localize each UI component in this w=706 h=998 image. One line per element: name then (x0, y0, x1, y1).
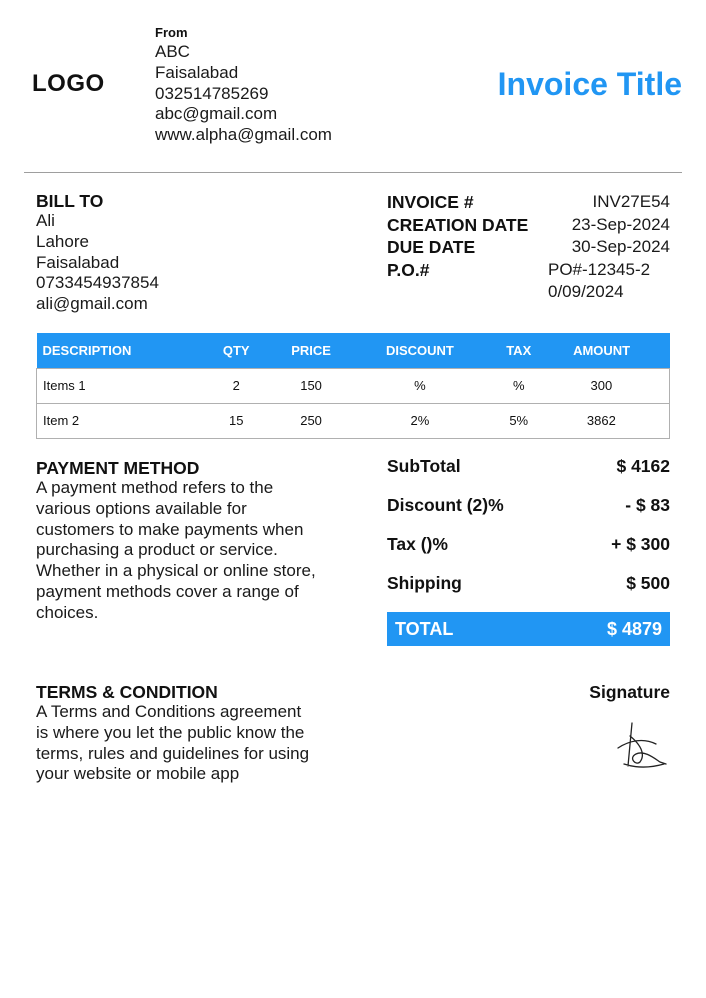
payment-line: choices. (36, 602, 99, 622)
cell-qty: 2 (186, 368, 286, 403)
payment-line: customers to make payments when (36, 519, 304, 539)
terms-line: is where you let the public know the (36, 722, 305, 742)
subtotal-row (387, 456, 670, 495)
from-email: abc@gmail.com (155, 104, 278, 124)
table-row (37, 403, 670, 438)
tax-label: Tax ()% (387, 534, 448, 554)
logo: LOGO (32, 70, 105, 97)
col-description: DESCRIPTION (37, 333, 187, 368)
cell-qty: 15 (186, 403, 286, 438)
from-website: www.alpha@gmail.com (155, 125, 332, 145)
payment-line: various options available for (36, 498, 247, 518)
cell-discount: % (336, 368, 504, 403)
cell-discount: 2% (336, 403, 504, 438)
po-value: PO#-12345-2 (548, 259, 651, 279)
cell-description: Item 2 (37, 403, 187, 438)
payment-line: payment methods cover a range of (36, 581, 299, 601)
payment-method-title: PAYMENT METHOD (36, 458, 200, 478)
invoice-number-label: INVOICE # (387, 192, 474, 212)
col-tax: TAX (504, 333, 534, 368)
cell-description: Items 1 (37, 368, 187, 403)
terms-line: terms, rules and guidelines for using (36, 743, 310, 763)
payment-line: purchasing a product or service. (36, 540, 278, 560)
bill-to-phone: 0733454937854 (36, 273, 159, 293)
signature-scribble (610, 718, 670, 774)
cell-amount: 3862 (534, 403, 670, 438)
terms-text (36, 702, 336, 785)
cell-price: 250 (286, 403, 336, 438)
col-qty: QTY (186, 333, 286, 368)
from-block (155, 25, 332, 146)
discount-value: - $ 83 (625, 495, 670, 515)
invoice-number-value: INV27E54 (592, 192, 670, 211)
invoice-info-labels (387, 191, 528, 281)
bill-to-name: Ali (36, 211, 55, 230)
payment-line: Whether in a physical or online store, (36, 561, 316, 581)
bill-to-title: BILL TO (36, 191, 104, 211)
bill-to-block (36, 191, 159, 315)
from-company: ABC (155, 42, 190, 61)
payment-method-text (36, 478, 336, 624)
total-bar (387, 612, 670, 646)
signature-label: Signature (589, 682, 670, 702)
terms-line: A Terms and Conditions agreement (36, 702, 302, 721)
header-divider (24, 172, 682, 173)
cell-tax: % (504, 368, 534, 403)
terms-line: your website or mobile app (36, 764, 240, 784)
cell-amount: 300 (534, 368, 670, 403)
items-table (36, 333, 670, 439)
tax-value: + $ 300 (611, 534, 670, 554)
bill-to-city: Faisalabad (36, 252, 120, 272)
payment-method-block (36, 458, 336, 624)
payment-line: A payment method refers to the (36, 478, 274, 497)
table-row (37, 368, 670, 403)
cell-tax: 5% (504, 403, 534, 438)
shipping-label: Shipping (387, 573, 462, 593)
creation-date-value: 23-Sep-2024 (571, 214, 670, 234)
discount-row (387, 495, 670, 534)
discount-label: Discount (2)% (387, 495, 504, 515)
total-value: $ 4879 (606, 618, 662, 639)
bill-to-address: Lahore (36, 231, 89, 251)
shipping-value: $ 500 (626, 573, 670, 593)
po-value-cont: 0/09/2024 (548, 282, 624, 301)
total-label: TOTAL (395, 618, 454, 639)
from-phone: 032514785269 (155, 83, 269, 103)
tax-row (387, 534, 670, 573)
totals-block (387, 456, 670, 612)
table-header-row (37, 333, 670, 368)
subtotal-value: $ 4162 (616, 456, 670, 476)
col-price: PRICE (286, 333, 336, 368)
cell-price: 150 (286, 368, 336, 403)
po-label: P.O.# (387, 259, 430, 280)
terms-block (36, 682, 336, 785)
from-label: From (155, 25, 188, 40)
due-date-label: DUE DATE (387, 237, 476, 257)
shipping-row (387, 573, 670, 612)
terms-title: TERMS & CONDITION (36, 682, 218, 702)
col-amount: AMOUNT (534, 333, 670, 368)
subtotal-label: SubTotal (387, 456, 461, 476)
creation-date-label: CREATION DATE (387, 214, 529, 235)
from-city: Faisalabad (155, 62, 239, 82)
due-date-value: 30-Sep-2024 (571, 237, 670, 256)
invoice-title: Invoice Title (497, 66, 682, 102)
col-discount: DISCOUNT (336, 333, 504, 368)
bill-to-email: ali@gmail.com (36, 294, 148, 314)
invoice-info-values (540, 191, 670, 304)
